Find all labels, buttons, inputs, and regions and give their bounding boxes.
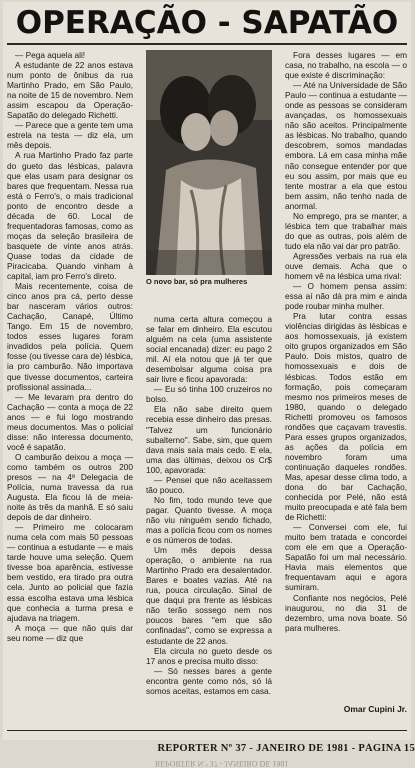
paragraph: Pra lutar contra essas violências dirigidas às lésbicas e aos homossexuais, já existem oito grupos organizados em São Paulo. Dois mistos, quatro de homossexuais e dois de lésbicas. Todos estão em formação, pois começaram mesmo nos primeiros meses de 1980, quando o delegado Richetti promoveu os famosos rondões que caçavam travestis. Para esses grupos organizados, as ações da polícia em novembro foram uma continuação daqueles rondões. Mas, apesar desse clima todo, a dona do bar Cachação, conhecida por Pelé, não está muito preocupada e até fala bem de Richetti: — [285, 311, 407, 523]
paragraph: Fora desses lugares — em casa, no trabalho, na escola — o que existe é discriminação: — [285, 50, 407, 81]
paragraph: Ela não sabe direito quem recebia esse dinheiro das presas. "Talvez um funcionário subalterno". Sabe, sim, que quem dava mais saía mais cedo. E ela, uma das últimas, deixou os Cr$ 100, apavorada: — [146, 404, 272, 475]
paragraph: Mais recentemente, coisa de cinco anos pra cá, perto desse bar nasceram vários outros: Cachação, Canapé, Último Tango. Em 15 de novembro, todos esses lugares foram invadidos pela polícia. Quem fosse (ou tivesse cara de) lésbica, ia pro camburão. Não importava que tivesse documentos, carteira profissional assinada... — [7, 281, 133, 392]
paragraph: Ela circula no gueto desde os 17 anos e precisa muito disso: — [146, 645, 272, 666]
newspaper-page — [3, 2, 411, 740]
paragraph: — Pega aquela ali! — [15, 50, 86, 60]
headline-rule — [7, 43, 407, 45]
paragraph: A estudante de 22 anos estava num ponto de ônibus da rua Martinho Prado, em São Paulo, na noite de 15 de novembro. Nem assim escapou da Operação-Sapatão do delegado Richetti. — [7, 60, 133, 121]
paragraph: numa certa altura começou a se falar em dinheiro. Ela escutou alguém na cela (uma assistente social encanada) dizer: eu pago 2 mil. Aí ela notou que já ter que desembolsar alguma coisa pra sair livre e ficou apavorada: — [146, 314, 272, 385]
paragraph: — Me levaram pra dentro do Cachação — conta a moça de 22 anos — e fui logo mostrando meus documentos. Mas o policial disse: não interessa documento, você é sapatão. — [7, 391, 133, 452]
paragraph: A rua Martinho Prado faz parte do gueto das lésbicas, palavra que elas usam para designar os bares que frequentam. Nessa rua está o Ferro's, o mais tradicional ponto de encontro desde a década de 60. Local de frequentadoras famosas, como as moças da seleção brasileira de basquete de vinte anos atrás. Quase todas da cidade de Piracicaba. Quando vinham à capital, iam pro Ferro's direto. — [7, 150, 133, 282]
paragraph: No emprego, pra se manter, a lésbica tem que trabalhar mais do que as outras, pois além de tudo ela não vai dar pro patrão. — [285, 210, 407, 251]
paragraph: — Conversei com ele, fui muito bem tratada e concordei com ele em que a Operação-Sapatão foi um mal necessário. Havia mais elementos que frequentavam aqui e agora sumiram. — [285, 522, 407, 593]
photo-caption: O novo bar, só pra mulheres — [146, 277, 248, 286]
paragraph: — Pensei que não aceitassem tão pouco. — [146, 474, 272, 495]
page-footer: REPORTER Nº 37 - JANEIRO DE 1981 - PÁGINA 15 — [157, 743, 415, 754]
paragraph: O camburão deixou a moça — como também os outros 200 presos — na 4ª Delegacia de Polícia, numa travessa da rua Augusta. Ela ficou lá de meia-noite às três da manhã. E só saiu depois de dar dinheiro. — [7, 451, 133, 523]
paragraph: — Parece que a gente tem uma estrela na testa — diz ela, um mês depois. — [7, 120, 133, 151]
photo-two-women-embracing — [146, 50, 272, 275]
article-column-3 — [285, 50, 407, 633]
paragraph: — Só nesses bares a gente encontra gente como nós, só lá somos aceitas, estamos em casa. — [146, 665, 272, 696]
paragraph: Um mês depois dessa operação, o ambiente na rua Martinho Prado era desalentador. Bares e boates vazias. Até na rua, pouca circulação. Sinal de que daqui pra frente as lésbicas não terão sossego nem nos poucos bares "em que são confinadas", como se expressa a estudante de 22 anos. — [146, 545, 272, 646]
author-signature: Omar Cupini Jr. — [343, 704, 407, 714]
bleed-through-text: REPORTER N.º 37 - JANEIRO DE 1981 — [155, 759, 289, 768]
paragraph: Confiante nos negócios, Pelé inaugurou, no dia 31 de dezembro, uma nova boate. Só para mulheres. — [285, 592, 407, 633]
article-photo — [146, 50, 272, 275]
article-column-2 — [146, 314, 272, 696]
paragraph: A moça — que não quis dar seu nome — diz que — [7, 622, 133, 643]
footer-rule — [7, 730, 407, 731]
article-column-1 — [7, 50, 133, 643]
paragraph: — Eu só tinha 100 cruzeiros no bolso. — [146, 384, 272, 405]
paragraph: No fim, todo mundo teve que pagar. Quanto tivesse. A moça não viu ninguém sendo fichado, mas a polícia ficou com os nomes e os números de todas. — [146, 494, 272, 546]
paragraph: — Primeiro me colocaram numa cela com mais 50 pessoas — continua a estudante — e mais tarde houve uma seleção. Quem tivesse boa aparência, estivesse bem vestido, era tirado pra outra cela. Junto ao policial que fazia essa escolha estava uma lésbica que conhecia a turma presa e ajudava na triagem. — [7, 522, 133, 623]
paragraph: Agressões verbais na rua ela ouve demais. Acha que o homem vê na lésbica uma rival: — [285, 250, 407, 282]
paragraph: — O homem pensa assim: essa aí não dá pra mim e ainda pode roubar minha mulher. — [285, 281, 407, 312]
paragraph: — Até na Universidade de São Paulo — continua a estudante — onde as pessoas se consideram avançadas, os homossexuais não são aceitos. Principalmente as lésbicas. No trabalho, quando descobrem, somos mandadas embora. Lá em casa minha mãe não consegue entender por que eu sou assim, por mais que eu tente mostrar a ela que estou bem assim, não tenho nada de anormal. — [285, 80, 407, 211]
headline: OPERAÇÃO - SAPATÃO — [15, 5, 399, 41]
